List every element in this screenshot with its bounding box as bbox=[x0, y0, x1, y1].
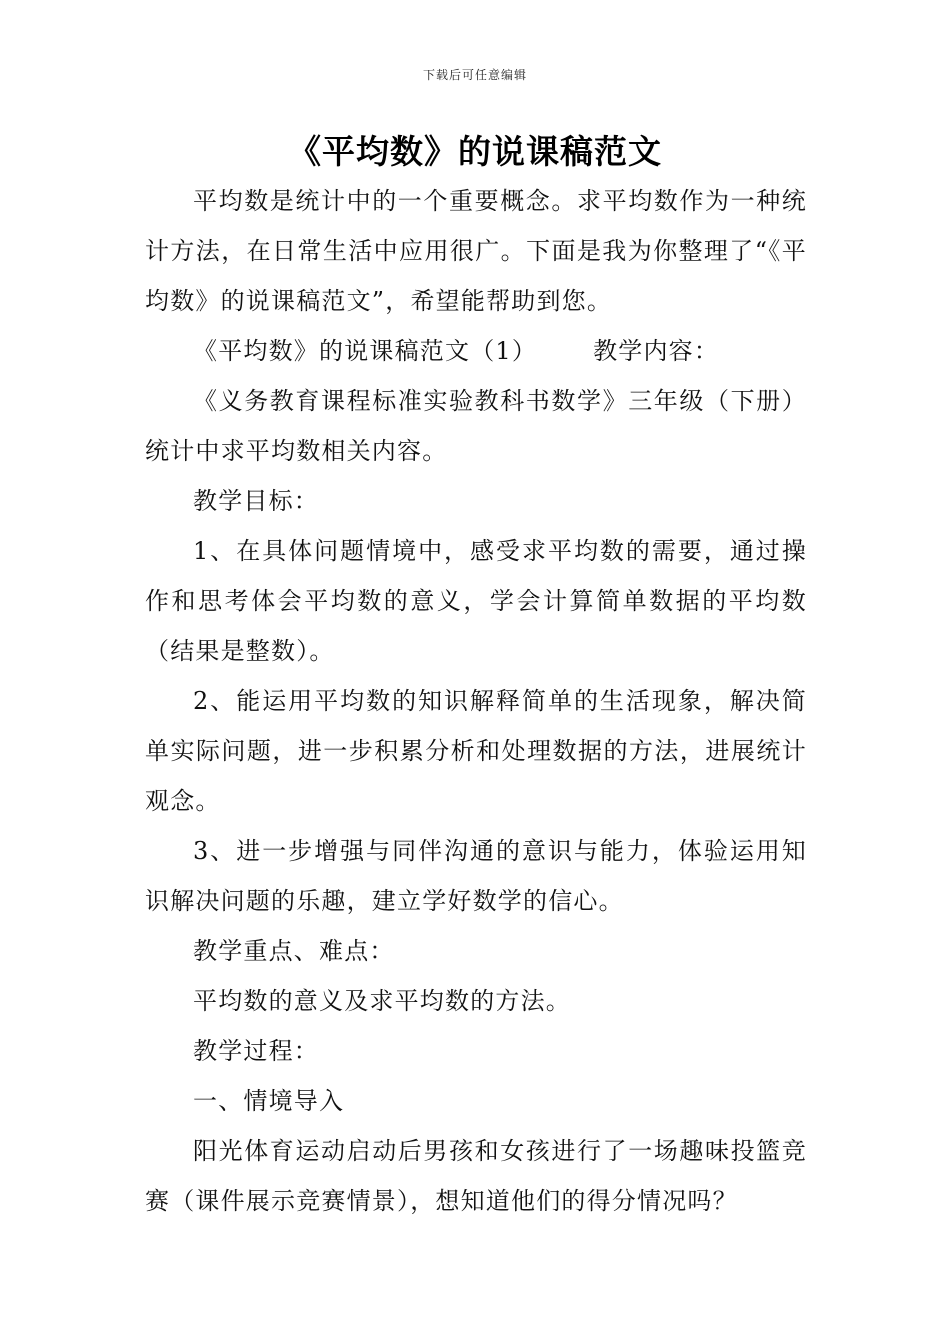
teaching-process-label: 教学过程： bbox=[193, 1037, 319, 1065]
key-points-paragraph: 平均数的意义及求平均数的方法。 bbox=[193, 987, 571, 1015]
scenario-paragraph: 阳光体育运动启动后男孩和女孩进行了一场趣味投篮竞赛（课件展示竞赛情景），想知道他们的得分情况吗？ bbox=[145, 1137, 807, 1215]
teaching-content-paragraph: 《义务教育课程标准实验教科书数学》三年级（下册）统计中求平均数相关内容。 bbox=[145, 387, 807, 465]
document-body bbox=[145, 176, 807, 1226]
goal-item-1: 1、在具体问题情境中，感受求平均数的需要，通过操作和思考体会平均数的意义，学会计算简单数据的平均数（结果是整数）。 bbox=[145, 537, 807, 665]
document-title: 《平均数》的说课稿范文 bbox=[288, 132, 662, 171]
goal-item-2: 2、能运用平均数的知识解释简单的生活现象，解决简单实际问题，进一步积累分析和处理数据的方法，进展统计观念。 bbox=[145, 687, 807, 815]
section-heading-line bbox=[145, 326, 807, 376]
teaching-goals-label: 教学目标： bbox=[193, 487, 319, 515]
section-one-heading: 一、情境导入 bbox=[193, 1087, 345, 1115]
goal-item-3: 3、进一步增强与同伴沟通的意识与能力，体验运用知识解决问题的乐趣，建立学好数学的信心。 bbox=[145, 837, 807, 915]
header-note: 下载后可任意编辑 bbox=[422, 68, 527, 82]
section-heading: 《平均数》的说课稿范文（1） bbox=[193, 337, 538, 365]
key-points-label: 教学重点、难点： bbox=[193, 937, 395, 965]
teaching-content-label: 教学内容： bbox=[593, 337, 720, 365]
intro-paragraph: 平均数是统计中的一个重要概念。求平均数作为一种统计方法，在日常生活中应用很广。下面是我为你整理了“《平均数》的说课稿范文”，希望能帮助到您。 bbox=[145, 187, 807, 315]
